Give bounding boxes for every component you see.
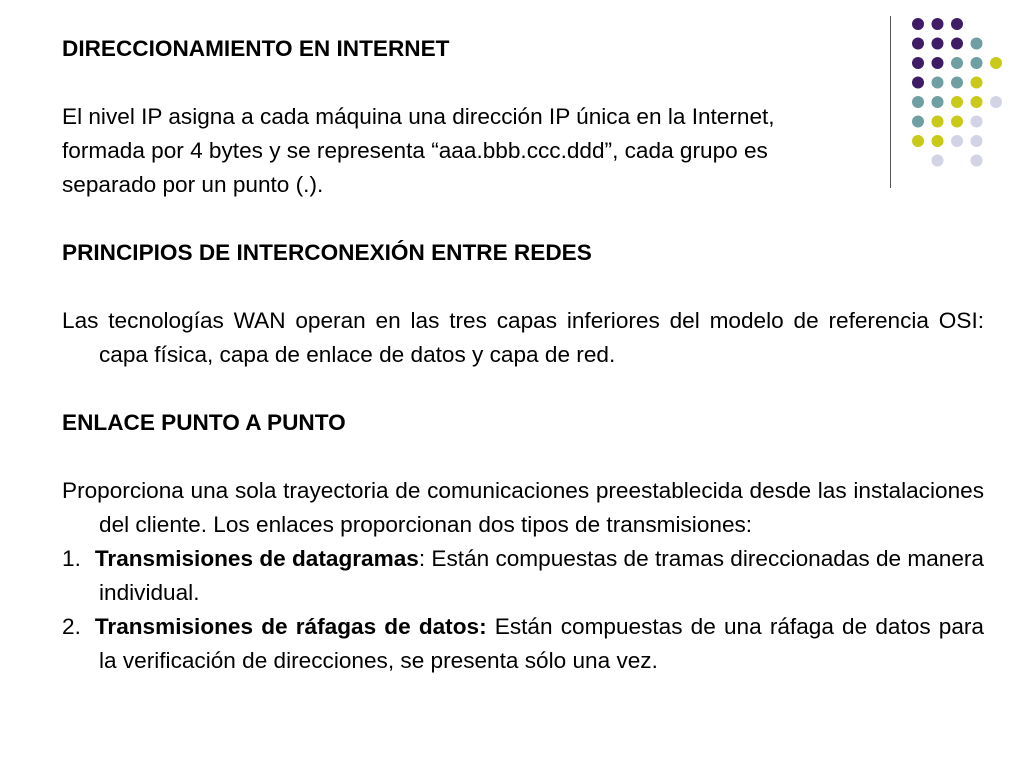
decor-dot — [990, 57, 1002, 69]
list-item-term: Transmisiones de ráfagas de datos: — [94, 614, 487, 639]
decor-dot — [951, 18, 963, 30]
decor-dot — [912, 18, 924, 30]
spacer — [62, 270, 984, 304]
list-item-term: Transmisiones de datagramas — [94, 546, 419, 571]
list-item-number: 2. — [62, 614, 81, 639]
spacer — [62, 372, 984, 406]
paragraph-principios: Las tecnologías WAN operan en las tres capas inferiores del modelo de referencia OSI: capa física, capa de enlace de datos y capa de red. — [62, 308, 984, 367]
paragraph-direccionamiento: El nivel IP asigna a cada máquina una dirección IP única en la Internet, formada por 4 bytes y se representa “aaa.bbb.ccc.ddd”, cada grupo es separado por un punto (.). — [62, 104, 775, 197]
list-item-separator: : — [418, 546, 426, 571]
list-item — [62, 542, 984, 610]
spacer — [62, 202, 984, 236]
list-item-number: 1. — [62, 546, 81, 571]
spacer — [62, 66, 984, 100]
decor-dot — [990, 96, 1002, 108]
list-item-text: Están compuestas de una ráfaga de datos para la verificación de direcciones, se presenta sólo una vez. — [99, 614, 984, 673]
paragraph-enlace: Proporciona una sola trayectoria de comunicaciones preestablecida desde las instalaciones del cliente. Los enlaces proporcionan dos tipos de transmisiones: — [62, 478, 984, 537]
heading-principios: PRINCIPIOS DE INTERCONEXIÓN ENTRE REDES — [62, 240, 592, 265]
heading-enlace: ENLACE PUNTO A PUNTO — [62, 410, 346, 435]
list-item — [62, 610, 984, 678]
slide-content — [62, 32, 984, 678]
heading-direccionamiento: DIRECCIONAMIENTO EN INTERNET — [62, 36, 450, 61]
spacer — [62, 440, 984, 474]
list-item-text: Están compuestas de tramas direccionadas de manera individual. — [99, 546, 984, 605]
decor-dot — [932, 18, 944, 30]
